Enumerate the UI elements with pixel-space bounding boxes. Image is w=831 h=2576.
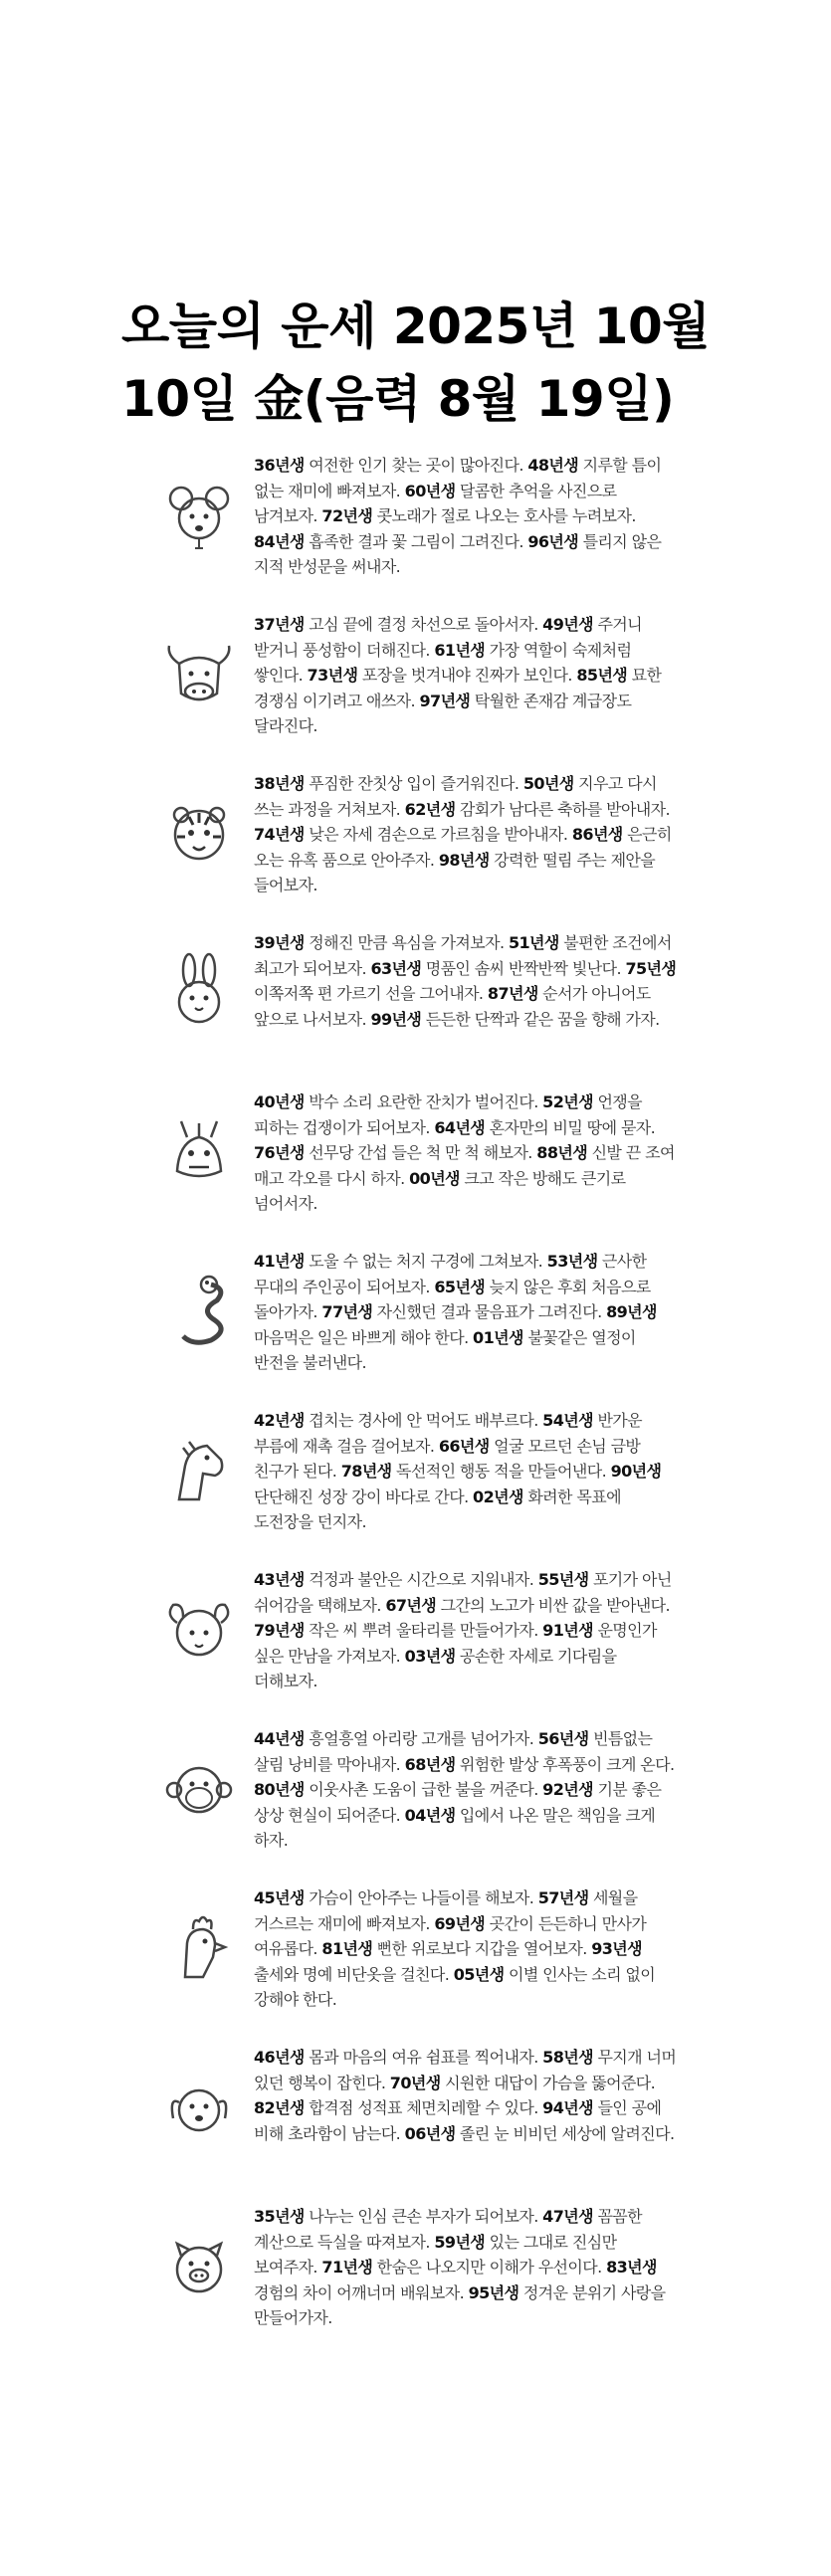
birth-year-label: 50년생 (522, 774, 574, 793)
fortune-text (254, 1567, 677, 1694)
birth-year-label: 01년생 (473, 1327, 523, 1347)
birth-year-label: 89년생 (606, 1302, 657, 1322)
fortune-sentence: 흥얼흥얼 아리랑 고개를 넘어가자. (304, 1729, 538, 1748)
fortune-sentence: 세월을 거스르는 재미에 빠져보자. (254, 1888, 638, 1933)
birth-year-label: 91년생 (542, 1621, 593, 1641)
birth-year-label: 62년생 (404, 799, 456, 819)
fortune-sentence: 불편한 조건에서 최고가 되어보자. (254, 933, 672, 978)
birth-year-label: 93년생 (591, 1939, 643, 1959)
birth-year-label: 66년생 (438, 1436, 490, 1456)
zodiac-entry (144, 930, 687, 1032)
birth-year-label: 02년생 (473, 1486, 523, 1506)
fortune-text (254, 2204, 677, 2331)
birth-year-label: 69년생 (434, 1913, 486, 1933)
birth-year-label: 84년생 (254, 531, 305, 551)
fortune-sentence: 얼굴 모르던 손님 금방 친구가 된다. (254, 1436, 641, 1482)
birth-year-label: 68년생 (404, 1754, 456, 1774)
fortune-sentence: 시원한 대답이 가슴을 뚫어준다. (440, 2073, 656, 2092)
birth-year-label: 70년생 (389, 2073, 441, 2092)
birth-year-label: 90년생 (610, 1462, 662, 1482)
zodiac-entry (144, 771, 687, 898)
fortune-sentence: 늦지 않은 후회 처음으로 돌아가자. (254, 1277, 651, 1322)
birth-year-label: 61년생 (434, 640, 486, 660)
birth-year-label: 40년생 (254, 1092, 305, 1111)
birth-year-label: 38년생 (254, 774, 305, 793)
fortune-sentence: 명품인 솜씨 반짝반짝 빛난다. (421, 958, 626, 978)
birth-year-label: 63년생 (370, 958, 422, 978)
birth-year-label: 82년생 (254, 2098, 305, 2118)
birth-year-label: 49년생 (542, 615, 593, 634)
fortune-text (254, 1408, 677, 1535)
fortune-sentence: 선무당 간섭 들은 척 만 척 해보자. (304, 1143, 537, 1163)
birth-year-label: 76년생 (254, 1143, 305, 1163)
birth-year-label: 52년생 (542, 1092, 593, 1111)
fortune-sentence: 지우고 다시 쓰는 과정을 거쳐보자. (254, 774, 657, 819)
fortune-sentence: 단단해진 성장 강이 바다로 간다. (254, 1486, 474, 1506)
birth-year-label: 44년생 (254, 1729, 305, 1748)
rat-icon (144, 453, 254, 554)
birth-year-label: 59년생 (434, 2232, 486, 2252)
fortune-sentence: 고심 끝에 결정 차선으로 돌아서자. (304, 615, 543, 634)
birth-year-label: 97년생 (419, 691, 471, 710)
fortune-sentence: 곳간이 든든하니 만사가 여유롭다. (254, 1913, 647, 1959)
birth-year-label: 00년생 (409, 1168, 460, 1188)
birth-year-label: 58년생 (542, 2048, 593, 2067)
fortune-sentence: 뻔한 위로보다 지갑을 열어보자. (372, 1939, 592, 1959)
birth-year-label: 87년생 (487, 984, 538, 1004)
fortune-sentence: 푸짐한 잔칫상 입이 즐거워진다. (304, 774, 523, 793)
birth-year-label: 46년생 (254, 2048, 305, 2067)
dog-icon (144, 2045, 254, 2146)
birth-year-label: 74년생 (254, 825, 305, 845)
fortune-text (254, 2045, 677, 2146)
birth-year-label: 72년생 (321, 506, 373, 526)
fortune-sentence: 운명인가 싶은 만남을 가져보자. (254, 1621, 657, 1666)
fortune-text (254, 771, 677, 898)
birth-year-label: 05년생 (453, 1964, 505, 1984)
fortune-sentence: 공손한 자세로 기다림을 더해보자. (254, 1646, 617, 1691)
fortune-sentence: 가장 역할이 숙제처럼 쌓인다. (254, 640, 632, 686)
zodiac-entry (144, 1090, 687, 1217)
ox-icon (144, 612, 254, 713)
birth-year-label: 99년생 (370, 1009, 422, 1029)
fortune-sentence: 틀리지 않은 지적 반성문을 써내자. (254, 531, 662, 577)
fortune-sentence: 은근히 오는 유혹 품으로 안아주자. (254, 825, 672, 870)
fortune-sentence: 콧노래가 절로 나오는 호사를 누려보자. (372, 506, 636, 526)
sheep-icon (144, 1567, 254, 1669)
birth-year-label: 64년생 (434, 1117, 486, 1137)
birth-year-label: 86년생 (571, 825, 623, 845)
fortune-sentence: 나누는 인심 큰손 부자가 되어보자. (304, 2207, 543, 2226)
fortune-sentence: 입에서 나온 말은 책임을 크게 하자. (254, 1805, 656, 1851)
fortune-sentence: 낮은 자세 겸손으로 가르침을 받아내자. (304, 825, 572, 845)
fortune-sentence: 출세와 명예 비단옷을 걸친다. (254, 1964, 454, 1984)
birth-year-label: 36년생 (254, 456, 305, 475)
birth-year-label: 55년생 (537, 1570, 589, 1589)
fortune-sentence: 자신했던 결과 물음표가 그려진다. (372, 1302, 607, 1322)
fortune-sentence: 정겨운 분위기 사랑을 만들어가자. (254, 2282, 666, 2328)
fortune-sentence: 지루할 틈이 없는 재미에 빠져보자. (254, 456, 662, 500)
birth-year-label: 43년생 (254, 1570, 305, 1589)
birth-year-label: 73년생 (307, 666, 358, 686)
fortune-text (254, 1249, 677, 1376)
fortune-sentence: 독선적인 행동 적을 만들어낸다. (391, 1462, 611, 1482)
fortune-sentence: 작은 씨 뿌려 울타리를 만들어가자. (304, 1621, 543, 1641)
fortune-sentence: 정해진 만큼 욕심을 가져보자. (304, 933, 509, 952)
birth-year-label: 78년생 (340, 1462, 392, 1482)
fortune-sentence: 몸과 마음의 여유 쉼표를 찍어내자. (304, 2048, 543, 2067)
birth-year-label: 37년생 (254, 615, 305, 634)
birth-year-label: 47년생 (542, 2207, 593, 2226)
fortune-sentence: 흡족한 결과 꽃 그림이 그려진다. (304, 531, 528, 551)
fortune-sentence: 포기가 아닌 쉬어감을 택해보자. (254, 1570, 672, 1615)
fortune-sentence: 이웃사촌 도움이 급한 불을 꺼준다. (304, 1780, 543, 1800)
fortune-text (254, 1090, 677, 1217)
birth-year-label: 06년생 (404, 2123, 456, 2143)
fortune-sentence: 감회가 남다른 축하를 받아내자. (455, 799, 670, 819)
fortune-sentence: 기분 좋은 상상 현실이 되어준다. (254, 1780, 662, 1825)
birth-year-label: 35년생 (254, 2207, 305, 2226)
fortune-sentence: 박수 소리 요란한 잔치가 벌어진다. (304, 1092, 543, 1111)
birth-year-label: 95년생 (468, 2282, 519, 2302)
fortune-sentence: 근사한 무대의 주인공이 되어보자. (254, 1252, 647, 1296)
zodiac-entry (144, 1726, 687, 1854)
fortune-sentence: 든든한 단짝과 같은 꿈을 향해 가자. (421, 1009, 660, 1029)
zodiac-entry (144, 1408, 687, 1535)
tiger-icon (144, 771, 254, 873)
fortune-sentence: 그간의 노고가 비싼 값을 받아낸다. (436, 1595, 670, 1615)
fortune-sentence: 크고 작은 방해도 큰기로 넘어서자. (254, 1168, 626, 1214)
rabbit-icon (144, 930, 254, 1032)
fortune-sentence: 이쪽저쪽 편 가르기 선을 그어내자. (254, 984, 488, 1004)
fortune-sentence: 걱정과 불안은 시간으로 지워내자. (304, 1570, 538, 1589)
fortune-sentence: 포장을 벗겨내야 진짜가 보인다. (357, 666, 577, 686)
zodiac-entry (144, 2045, 687, 2146)
fortune-sentence: 들인 공에 비해 초라함이 남는다. (254, 2098, 662, 2143)
zodiac-entry (144, 453, 687, 580)
fortune-sentence: 주거니 받거니 풍성함이 더해진다. (254, 615, 643, 660)
fortune-sentence: 경험의 차이 어깨너머 배워보자. (254, 2282, 469, 2302)
birth-year-label: 39년생 (254, 933, 305, 952)
fortune-text (254, 1885, 677, 2013)
birth-year-label: 98년생 (438, 850, 490, 870)
fortune-sentence: 화려한 목표에 도전장을 던지자. (254, 1486, 621, 1532)
fortune-sentence: 혼자만의 비밀 땅에 묻자. (485, 1117, 656, 1137)
birth-year-label: 92년생 (542, 1780, 593, 1800)
birth-year-label: 79년생 (254, 1621, 305, 1641)
birth-year-label: 77년생 (321, 1302, 373, 1322)
fortune-sentence: 무지개 너머 있던 행복이 잡힌다. (254, 2048, 677, 2092)
snake-icon (144, 1249, 254, 1350)
fortune-sentence: 탁월한 존재감 계급장도 달라진다. (254, 691, 632, 736)
fortune-sentence: 합격점 성적표 체면치레할 수 있다. (304, 2098, 543, 2118)
birth-year-label: 45년생 (254, 1888, 305, 1907)
fortune-sentence: 위험한 발상 후폭풍이 크게 온다. (455, 1754, 675, 1774)
monkey-icon (144, 1726, 254, 1828)
birth-year-label: 48년생 (527, 456, 579, 475)
birth-year-label: 85년생 (576, 666, 628, 686)
fortune-sentence: 묘한 경쟁심 이기려고 애쓰자. (254, 666, 662, 710)
birth-year-label: 75년생 (625, 958, 677, 978)
birth-year-label: 83년생 (606, 2258, 657, 2278)
birth-year-label: 53년생 (546, 1252, 598, 1271)
fortune-sentence: 있는 그대로 진심만 보여주자. (254, 2232, 617, 2278)
fortune-sentence: 이별 인사는 소리 없이 강해야 한다. (254, 1964, 656, 2010)
fortune-sentence: 마음먹은 일은 바쁘게 해야 한다. (254, 1327, 474, 1347)
zodiac-entry (144, 1567, 687, 1694)
birth-year-label: 42년생 (254, 1411, 305, 1430)
pig-icon (144, 2204, 254, 2305)
birth-year-label: 96년생 (527, 531, 579, 551)
birth-year-label: 57년생 (537, 1888, 589, 1907)
birth-year-label: 41년생 (254, 1252, 305, 1271)
zodiac-entry (144, 2204, 687, 2331)
zodiac-entry (144, 612, 687, 739)
birth-year-label: 03년생 (404, 1646, 456, 1666)
title-line-1: 오늘의 운세 2025년 10월 (121, 297, 711, 355)
fortune-text (254, 612, 677, 739)
birth-year-label: 04년생 (404, 1805, 456, 1825)
birth-year-label: 67년생 (385, 1595, 437, 1615)
fortune-sentence: 도울 수 없는 처지 구경에 그쳐보자. (304, 1252, 547, 1271)
horse-icon (144, 1408, 254, 1509)
title-line-2: 10일 金(음력 8월 19일) (121, 370, 675, 428)
rooster-icon (144, 1885, 254, 1987)
zodiac-entry (144, 1249, 687, 1376)
fortune-sentence: 강력한 떨림 주는 제안을 들어보자. (254, 850, 656, 895)
fortune-sentence: 빈틈없는 살림 낭비를 막아내자. (254, 1729, 653, 1774)
fortune-sentence: 순서가 아니어도 앞으로 나서보자. (254, 984, 651, 1029)
zodiac-entry (144, 1885, 687, 2013)
fortune-sentence: 꼼꼼한 계산으로 득실을 따져보자. (254, 2207, 643, 2252)
fortune-sentence: 달콤한 추억을 사진으로 남겨보자. (254, 481, 617, 526)
fortune-sentence: 불꽃같은 열정이 반전을 불러낸다. (254, 1327, 636, 1373)
fortune-sentence: 졸린 눈 비비던 세상에 알려진다. (455, 2123, 675, 2143)
fortune-text (254, 930, 677, 1032)
dragon-icon (144, 1090, 254, 1191)
birth-year-label: 56년생 (537, 1729, 589, 1748)
page-title (121, 291, 738, 436)
birth-year-label: 51년생 (508, 933, 559, 952)
birth-year-label: 65년생 (434, 1277, 486, 1296)
birth-year-label: 94년생 (542, 2098, 593, 2118)
fortune-text (254, 1726, 677, 1854)
birth-year-label: 54년생 (542, 1411, 593, 1430)
birth-year-label: 60년생 (404, 481, 456, 500)
birth-year-label: 81년생 (321, 1939, 373, 1959)
fortune-sentence: 언쟁을 피하는 겁쟁이가 되어보자. (254, 1092, 643, 1137)
birth-year-label: 71년생 (321, 2258, 373, 2278)
birth-year-label: 88년생 (536, 1143, 588, 1163)
fortune-sentence: 겹치는 경사에 안 먹어도 배부르다. (304, 1411, 543, 1430)
fortune-text (254, 453, 677, 580)
fortune-sentence: 반가운 부름에 재촉 걸음 걸어보자. (254, 1411, 643, 1456)
fortune-sentence: 가슴이 안아주는 나들이를 해보자. (304, 1888, 538, 1907)
birth-year-label: 80년생 (254, 1780, 305, 1800)
fortune-sentence: 신발 끈 조여 매고 각오를 다시 하자. (254, 1143, 675, 1188)
fortune-sentence: 여전한 인기 찾는 곳이 많아진다. (304, 456, 528, 475)
fortune-sentence: 한숨은 나오지만 이해가 우선이다. (372, 2258, 607, 2278)
